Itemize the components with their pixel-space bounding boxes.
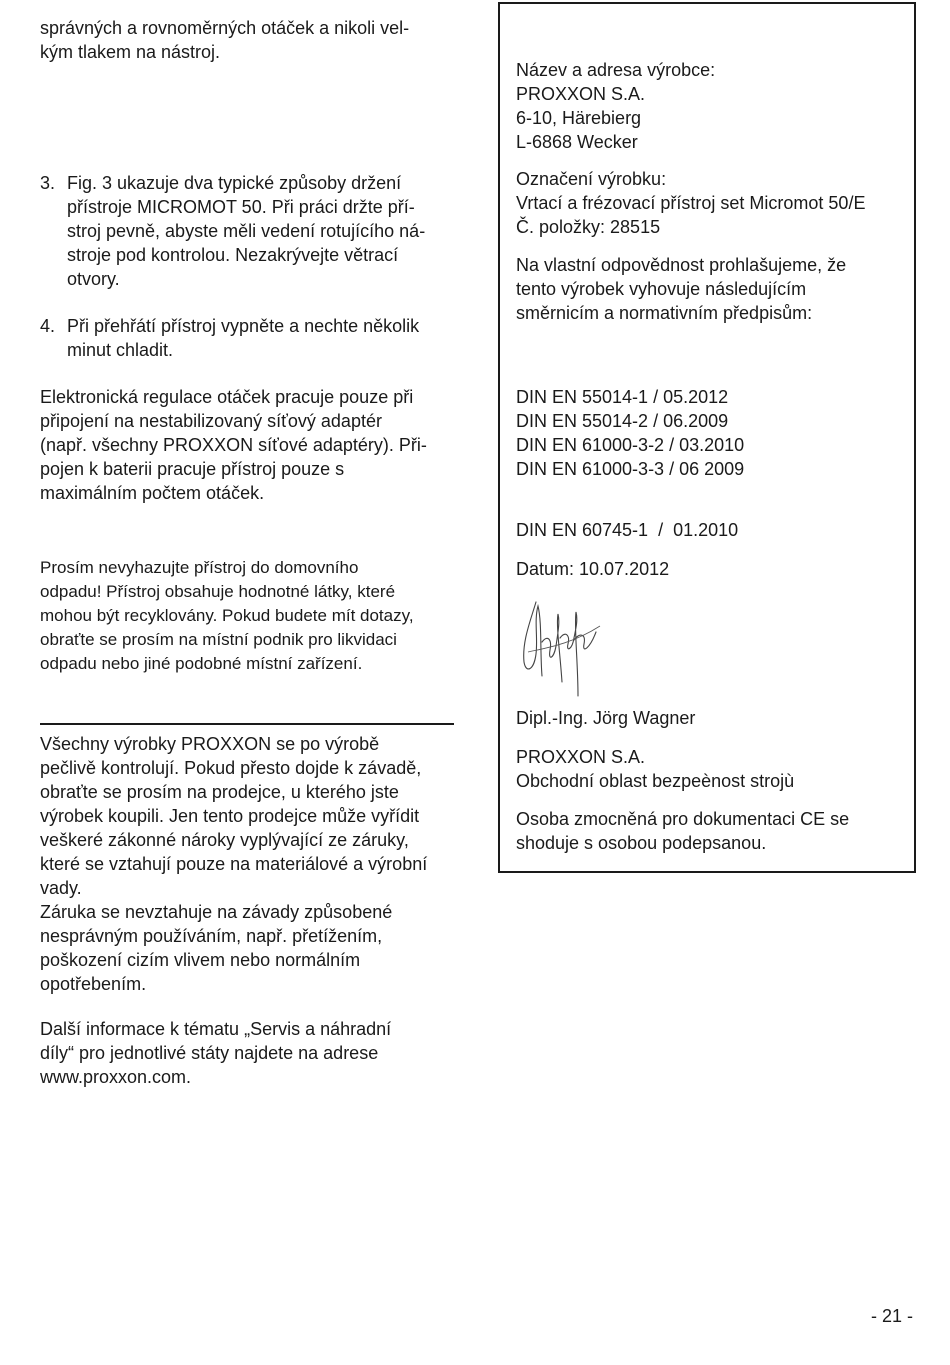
text-line: Další informace k tématu „Servis a náhradní [40,1019,392,1039]
text-line: PROXXON S.A. [516,84,646,104]
text-line: nesprávným používáním, např. přetížením, [40,926,383,946]
text-line: Fig. 3 ukazuje dva typické způsoby držení [67,173,402,193]
text-line: obraťte se prosím na prodejce, u kterého jste [40,782,399,802]
text-line: směrnicím a normativním předpisům: [516,303,813,323]
signature-image [516,592,606,702]
disposal-paragraph [40,556,458,676]
text-line: Název a adresa výrobce: [516,60,716,80]
text-line: přístroje MICROMOT 50. Při práci držte pří- [67,197,415,217]
standard-item: DIN EN 55014-1 / 05.2012 [516,387,729,407]
text-line: maximálním počtem otáček. [40,483,265,503]
text-line: Označení výrobku: [516,169,667,189]
intro-paragraph [40,16,458,64]
text-line: tento výrobek vyhovuje následujícím [516,279,807,299]
text-line: Při přehřátí přístroj vypněte a nechte několik [67,316,420,336]
text-line: Prosím nevyhazujte přístroj do domovního [40,558,359,577]
text-line: Elektronická regulace otáček pracuje pouze při [40,387,414,407]
standards-list [516,385,908,481]
list-item-4 [40,314,458,362]
list-number: 3. [40,173,56,193]
text-line: Osoba zmocněná pro dokumentaci CE se [516,809,850,829]
page-number: - 21 - [870,1306,913,1326]
text-line: Všechny výrobky PROXXON se po výrobě [40,734,380,754]
text-line: Na vlastní odpovědnost prohlašujeme, že [516,255,847,275]
warranty-paragraph [40,732,458,996]
text-line: opotřebením. [40,974,147,994]
list-number: 4. [40,316,56,336]
text-line: mohou být recyklovány. Pokud budete mít dotazy, [40,606,414,625]
text-line: pečlivě kontrolují. Pokud přesto dojde k závadě, [40,758,422,778]
text-line: veškeré zákonné nároky vyplývající ze záruky, [40,830,409,850]
text-line: stroje pod kontrolou. Nezakrývejte větrací [67,245,399,265]
standard-item: DIN EN 55014-2 / 06.2009 [516,411,729,431]
declaration-date: Datum: 10.07.2012 [516,559,670,579]
text-line: připojení na nestabilizovaný síťový adaptér [40,411,382,431]
company-block [516,745,908,793]
text-line: kým tlakem na nástroj. [40,42,221,62]
standard-item: DIN EN 61000-3-2 / 03.2010 [516,435,745,455]
text-line: Záruka se nevztahuje na závady způsobené [40,902,393,922]
text-line: odpadu nebo jiné podobné místní zařízení. [40,654,363,673]
regulation-paragraph [40,385,458,505]
text-line: odpadu! Přístroj obsahuje hodnotné látky, které [40,582,396,601]
text-line: PROXXON S.A. [516,747,646,767]
text-line: L-6868 Wecker [516,132,638,152]
text-line: Vrtací a frézovací přístroj set Micromot 50/E [516,193,866,213]
text-line: pojen k baterii pracuje přístroj pouze s [40,459,345,479]
service-paragraph [40,1017,458,1089]
text-line: www.proxxon.com. [40,1067,192,1087]
text-line: Obchodní oblast bezpeènost strojù [516,771,795,791]
signer-name: Dipl.-Ing. Jörg Wagner [516,708,696,728]
responsibility-block [516,253,908,325]
text-line: výrobek koupili. Jen tento prodejce může vyřídit [40,806,420,826]
text-line: 6-10, Härebierg [516,108,642,128]
authorized-block [516,807,908,855]
text-line: které se vztahují pouze na materiálové a výrobní [40,854,428,874]
text-line: správných a rovnoměrných otáček a nikoli vel- [40,18,410,38]
text-line: Č. položky: 28515 [516,217,661,237]
text-line: poškození cizím vlivem nebo normálním [40,950,361,970]
list-item-3 [40,171,458,291]
product-block [516,167,908,239]
standard-extra: DIN EN 60745-1 / 01.2010 [516,520,739,540]
text-line: (např. všechny PROXXON síťové adaptéry). Při- [40,435,427,455]
text-line: vady. [40,878,82,898]
text-line: shoduje s osobou podepsanou. [516,833,767,853]
text-line: otvory. [67,269,120,289]
text-line: minut chladit. [67,340,174,360]
text-line: obraťte se prosím na místní podnik pro likvidaci [40,630,397,649]
text-line: díly“ pro jednotlivé státy najdete na adrese [40,1043,379,1063]
standard-item: DIN EN 61000-3-3 / 06 2009 [516,459,745,479]
manufacturer-block [516,58,908,154]
section-divider [40,723,454,725]
text-line: stroj pevně, abyste měli vedení rotujícího ná- [67,221,426,241]
